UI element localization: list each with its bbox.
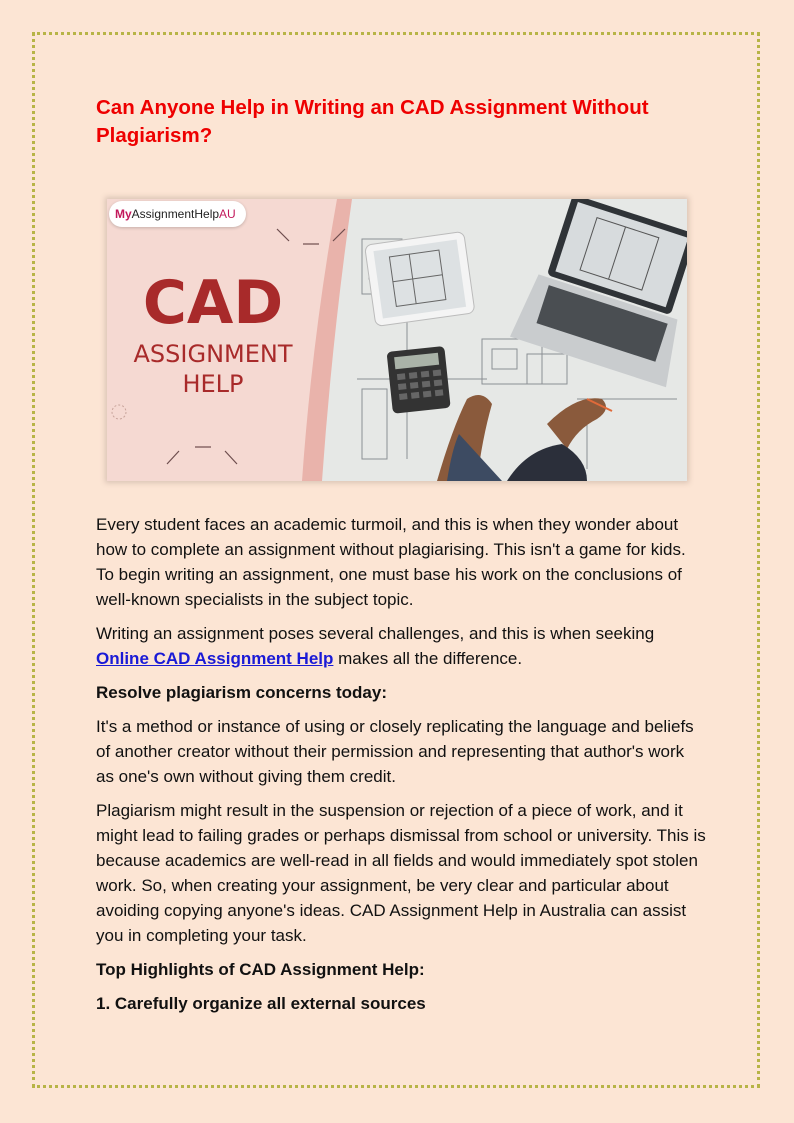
online-cad-assignment-help-link[interactable]: Online CAD Assignment Help: [96, 649, 334, 668]
brand-logo: My AssignmentHelp AU: [109, 201, 246, 227]
heading-top-highlights: Top Highlights of CAD Assignment Help:: [96, 960, 425, 979]
page-title: Can Anyone Help in Writing an CAD Assignment Without Plagiarism?: [96, 96, 649, 147]
banner-image: [107, 199, 687, 481]
heading-item-1: 1. Carefully organize all external sources: [96, 994, 426, 1013]
heading-resolve-plagiarism: Resolve plagiarism concerns today:: [96, 683, 387, 702]
banner-subtitle: ASSIGNMENT HELP: [133, 340, 293, 398]
paragraph-consequences: Plagiarism might result in the suspension or rejection of a piece of work, and it might lead to failing grades or perhaps dismissal from school or university. This is because academics are well-read in all fields and would immediately spot stolen work. So, when creating your assignment, be very clear and particular about avoiding copying anyone's ideas. CAD Assignment Help in Australia can assist you in completing your task.: [96, 801, 706, 945]
banner-title: CAD: [142, 268, 284, 338]
document-content: [96, 94, 706, 1016]
paragraph-challenges: Writing an assignment poses several challenges, and this is when seeking Online CAD Assignment Help makes all the difference.: [96, 624, 655, 668]
paragraph-intro: Every student faces an academic turmoil, and this is when they wonder about how to complete an assignment without plagiarising. This isn't a game for kids. To begin writing an assignment, one must base his work on the conclusions of well-known specialists in the subject topic.: [96, 515, 686, 609]
paragraph-definition: It's a method or instance of using or closely replicating the language and beliefs of another creator without their permission and representing that author's work as one's own without giving them credit.: [96, 717, 694, 786]
